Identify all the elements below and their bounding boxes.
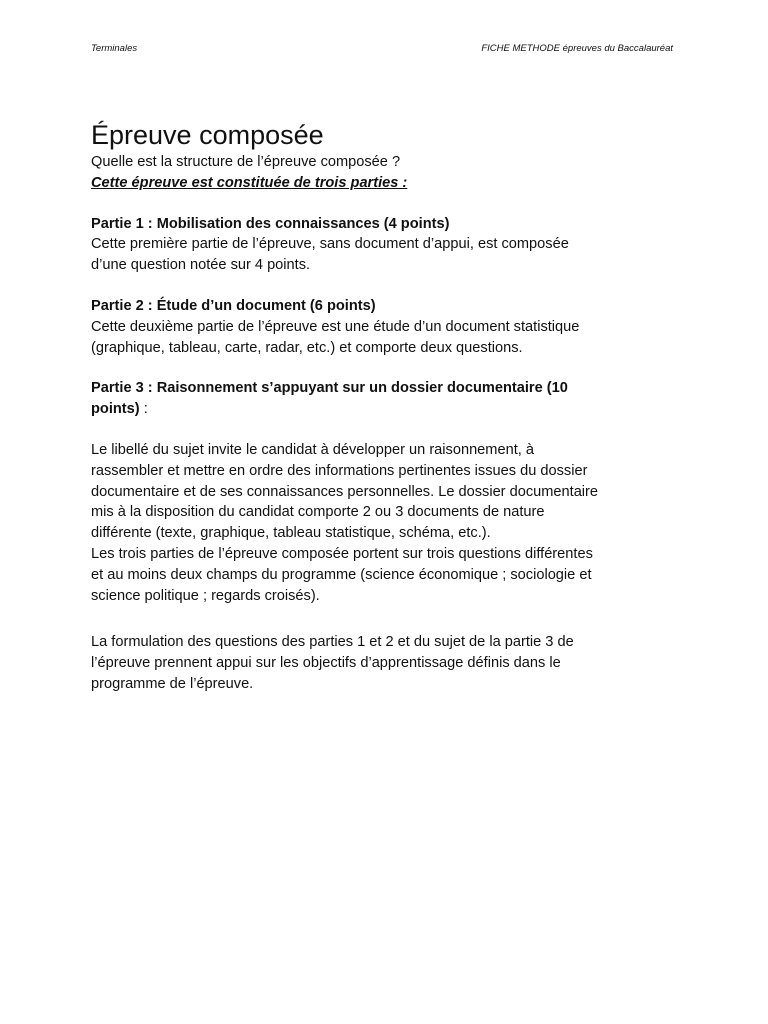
part1-line: Cette première partie de l’épreuve, sans document d’appui, est composée [91, 236, 569, 253]
paragraph1-line: et au moins deux champs du programme (science économique ; sociologie et [91, 566, 592, 583]
paragraph2-line: programme de l’épreuve. [91, 675, 254, 692]
paragraph1-line: mis à la disposition du candidat comporte 2 ou 3 documents de nature [91, 504, 545, 521]
part2-line: (graphique, tableau, carte, radar, etc.) et comporte deux questions. [91, 339, 523, 356]
intro-line: Cette épreuve est constituée de trois parties : [91, 174, 408, 191]
paragraph2-line: l’épreuve prennent appui sur les objectifs d’apprentissage définis dans le [91, 655, 561, 672]
paragraph2-line: La formulation des questions des parties 1 et 2 et du sujet de la partie 3 de [91, 634, 574, 651]
part1-heading: Partie 1 : Mobilisation des connaissances (4 points) [91, 215, 450, 232]
header-left: Terminales [91, 43, 138, 54]
paragraph1-line: Les trois parties de l’épreuve composée portent sur trois questions différentes [91, 545, 593, 562]
question-line: Quelle est la structure de l’épreuve composée ? [91, 154, 401, 170]
paragraph1-line: rassembler et mettre en ordre des informations pertinentes issues du dossier [91, 462, 588, 479]
part1-line: d’une question notée sur 4 points. [91, 257, 311, 274]
part3-heading-suffix: : [139, 401, 148, 418]
paragraph1-line: différente (texte, graphique, tableau statistique, schéma, etc.). [91, 525, 491, 542]
part3-heading-cont [91, 399, 691, 420]
header-right: FICHE METHODE épreuves du Baccalauréat [481, 43, 673, 54]
part2-heading: Partie 2 : Étude d’un document (6 points) [91, 297, 376, 314]
paragraph1-line: documentaire et de ses connaissances personnelles. Le dossier documentaire [91, 483, 599, 500]
paragraph1-line: Le libellé du sujet invite le candidat à développer un raisonnement, à [91, 441, 534, 458]
part3-heading: Partie 3 : Raisonnement s’appuyant sur un dossier documentaire (10 [91, 380, 568, 397]
part2-line: Cette deuxième partie de l’épreuve est une étude d’un document statistique [91, 318, 580, 335]
paragraph1-line: science politique ; regards croisés). [91, 587, 320, 604]
page-title: Épreuve composée [91, 120, 324, 150]
document-body [91, 118, 691, 695]
part3-heading-end: points) [91, 401, 140, 418]
